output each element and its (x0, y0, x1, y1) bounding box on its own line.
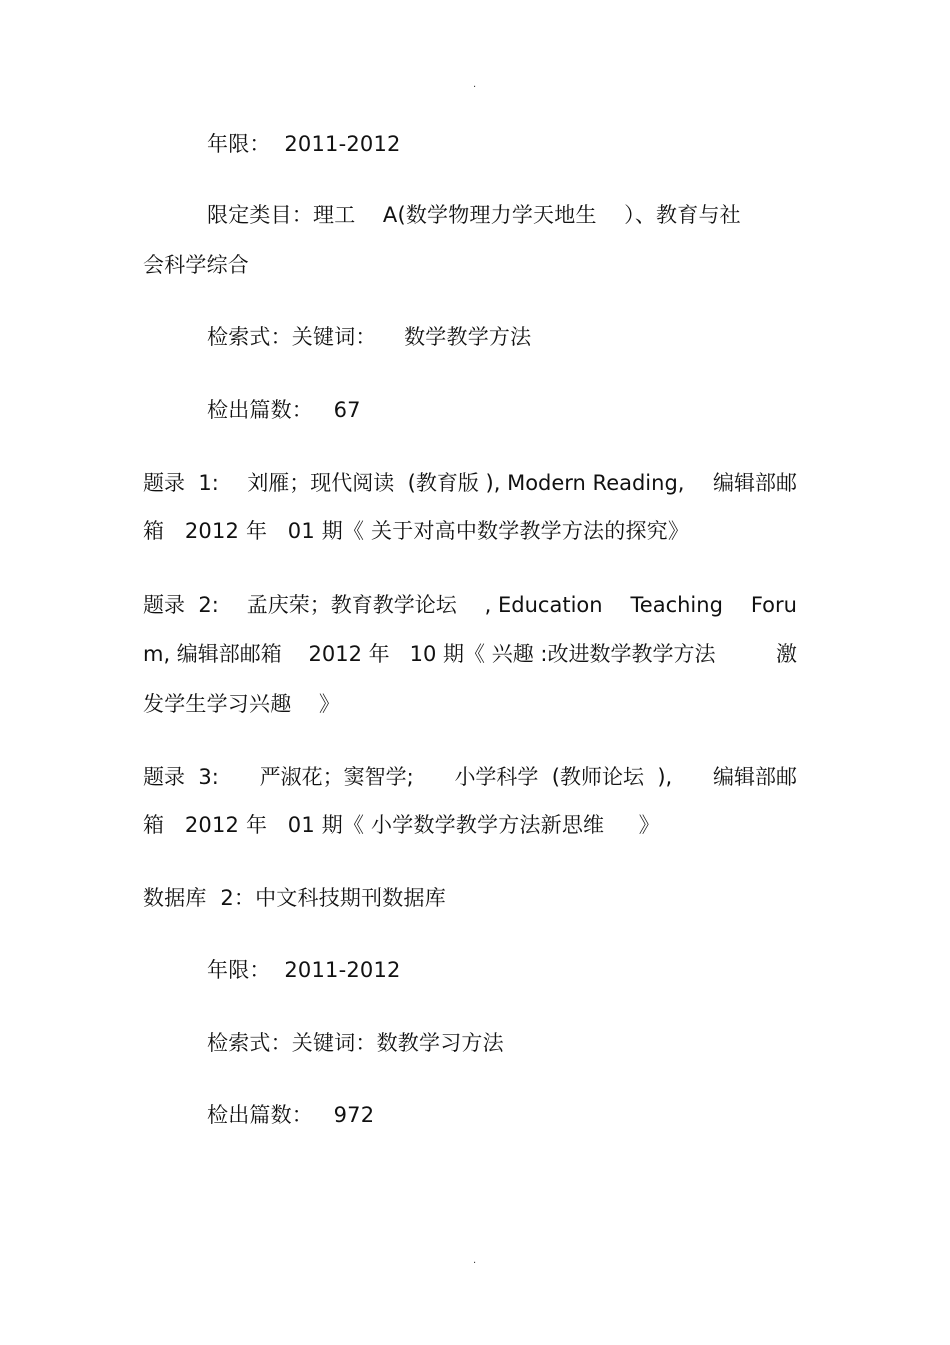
db1-query: 检索式：关键词： 数学教学方法 (207, 325, 532, 349)
record-2-line3: 发学生学习兴趣 》 (143, 692, 341, 716)
record-1-source: 刘雁；现代阅读 (教育版 ), Modern Reading, (247, 471, 685, 495)
record-1-mail: 编辑部邮 (712, 471, 797, 495)
db1-count: 检出篇数： 67 (207, 398, 361, 422)
record-2-line2 (143, 642, 797, 666)
record-2-title-end: 激 (776, 642, 797, 666)
record-3-mail: 编辑部邮 (712, 765, 797, 789)
record-1-label: 题录 1: (143, 471, 219, 495)
db1-category-line1: 限定类目：理工 A(数学物理力学天地生 ）、教育与社 (207, 203, 741, 227)
record-1-line1 (143, 471, 797, 495)
db2-years: 年限： 2011-2012 (207, 958, 401, 982)
record-3-authors: 严淑花；窦智学; (259, 765, 414, 789)
record-2-journal-b: Teaching (630, 593, 723, 617)
record-3-label: 题录 3: (143, 765, 219, 789)
record-2-author: 孟庆荣；教育教学论坛 (246, 593, 457, 617)
record-2-journal-a: , Education (484, 593, 603, 617)
record-1-line2: 箱 2012 年 01 期《 关于对高中数学教学方法的探究》 (143, 519, 690, 543)
record-3-line2: 箱 2012 年 01 期《 小学数学教学方法新思维 》 (143, 813, 660, 837)
record-3-journal: 小学科学 (教师论坛 ), (454, 765, 673, 789)
db1-category-line2: 会科学综合 (143, 253, 249, 277)
db1-years: 年限： 2011-2012 (207, 132, 401, 156)
db2-count: 检出篇数： 972 (207, 1103, 375, 1127)
record-2-label: 题录 2: (143, 593, 219, 617)
header-mark: . (473, 79, 477, 90)
record-2-line1 (143, 593, 797, 617)
db2-query: 检索式：关键词：数教学习方法 (207, 1031, 504, 1055)
record-3-line1 (143, 765, 797, 789)
record-2-title-start: m, 编辑部邮箱 2012 年 10 期《 兴趣 :改进数学教学方法 (143, 642, 716, 666)
footer-mark: . (473, 1255, 477, 1266)
db2-title: 数据库 2：中文科技期刊数据库 (143, 886, 446, 910)
record-2-journal-c: Foru (750, 593, 797, 617)
